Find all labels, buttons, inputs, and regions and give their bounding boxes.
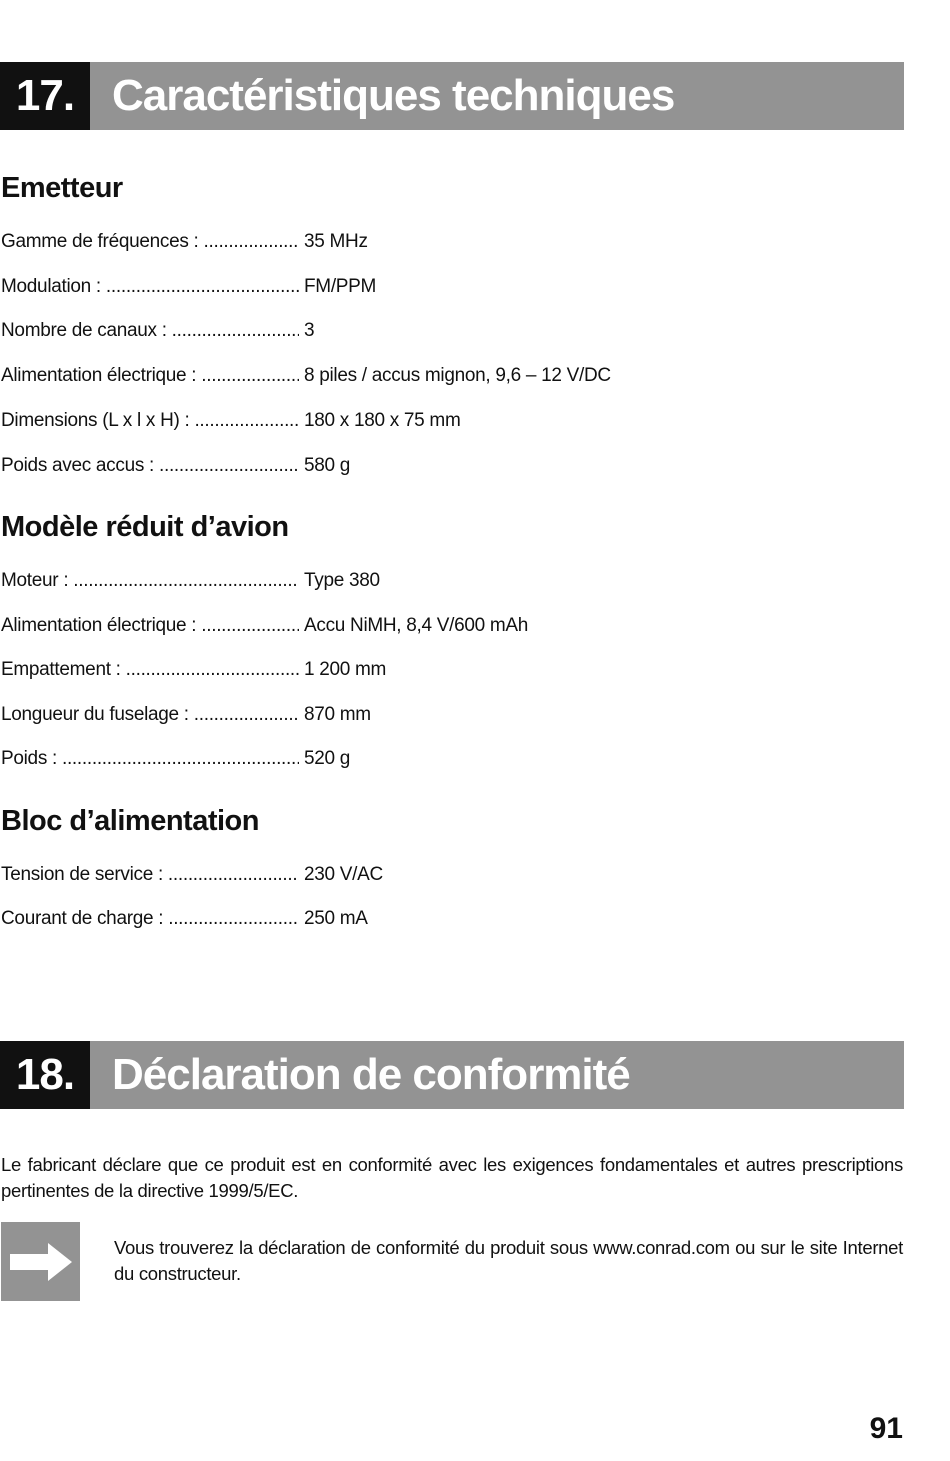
spec-value: 230 V/AC xyxy=(304,864,383,885)
avion-heading: Modèle réduit d’avion xyxy=(1,511,289,543)
spec-label: Alimentation électrique : ..... xyxy=(1,615,299,637)
spec-value: 870 mm xyxy=(304,704,371,725)
arrow-right-icon-svg xyxy=(10,1243,72,1281)
spec-value: 520 g xyxy=(304,748,351,769)
spec-row xyxy=(1,410,701,434)
spec-row xyxy=(1,704,701,728)
spec-label: Gamme de fréquences : ..... xyxy=(1,231,299,253)
spec-value: 1 200 mm xyxy=(304,659,387,680)
spec-label: Dimensions (L x l x H) : ..... xyxy=(1,410,299,432)
spec-value: FM/PPM xyxy=(304,276,377,297)
spec-row xyxy=(1,455,701,479)
spec-label: Moteur : ..... xyxy=(1,570,299,592)
spec-row xyxy=(1,659,701,683)
spec-row xyxy=(1,365,701,389)
arrow-right-icon xyxy=(1,1222,80,1301)
spec-row xyxy=(1,748,701,772)
spec-row xyxy=(1,320,701,344)
spec-value: 580 g xyxy=(304,455,351,476)
emetteur-heading: Emetteur xyxy=(1,172,123,204)
spec-label: Poids : ..... xyxy=(1,748,299,770)
spec-label: Modulation : ..... xyxy=(1,276,299,298)
section-number: 17. xyxy=(0,62,90,130)
spec-row xyxy=(1,276,701,300)
spec-value: 250 mA xyxy=(304,908,368,929)
section-18-banner xyxy=(0,1041,904,1109)
section-17-banner xyxy=(0,62,904,130)
spec-row xyxy=(1,615,701,639)
spec-label: Alimentation électrique : ..... xyxy=(1,365,299,387)
section-title: Déclaration de conformité xyxy=(90,1041,904,1109)
spec-label: Tension de service : ..... xyxy=(1,864,299,886)
page-number: 91 xyxy=(869,1412,903,1445)
spec-value: Accu NiMH, 8,4 V/600 mAh xyxy=(304,615,529,636)
alimentation-heading: Bloc d’alimentation xyxy=(1,805,259,837)
section-title: Caractéristiques techniques xyxy=(90,62,904,130)
spec-row xyxy=(1,231,701,255)
spec-label: Courant de charge : ..... xyxy=(1,908,299,930)
spec-value: 35 MHz xyxy=(304,231,368,252)
spec-label: Nombre de canaux : ..... xyxy=(1,320,299,342)
spec-row xyxy=(1,864,701,888)
spec-value: 8 piles / accus mignon, 9,6 – 12 V/DC xyxy=(304,365,611,386)
spec-label: Empattement : ..... xyxy=(1,659,299,681)
spec-value: Type 380 xyxy=(304,570,380,591)
spec-row xyxy=(1,908,701,932)
conformity-paragraph: Le fabricant déclare que ce produit est en conformité avec les exigences fondamentales et autres prescriptions pertinentes de la directive 1999/5/EC. xyxy=(1,1154,903,1201)
spec-value: 180 x 180 x 75 mm xyxy=(304,410,461,431)
spec-label: Longueur du fuselage : ..... xyxy=(1,704,299,726)
conformity-note: Vous trouverez la déclaration de conformité du produit sous www.conrad.com ou sur le site Internet du constructeur. xyxy=(114,1237,903,1284)
spec-label: Poids avec accus : ..... xyxy=(1,455,299,477)
section-number: 18. xyxy=(0,1041,90,1109)
spec-row xyxy=(1,570,701,594)
spec-value: 3 xyxy=(304,320,315,341)
